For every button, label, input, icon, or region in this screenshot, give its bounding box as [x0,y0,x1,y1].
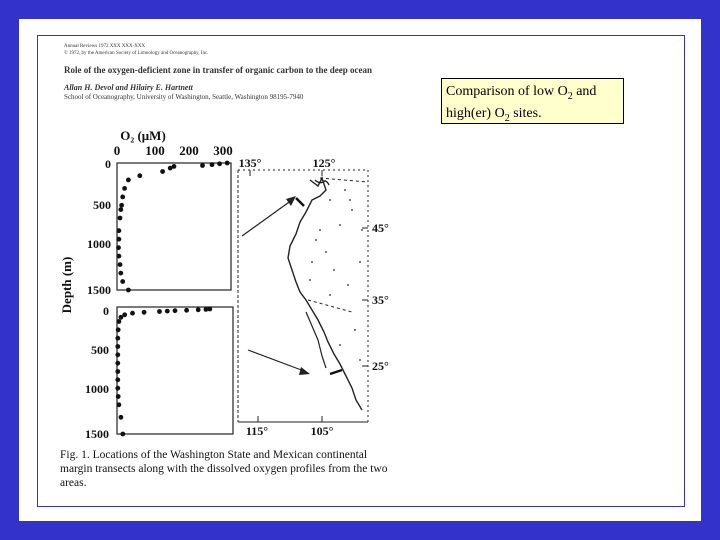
depth-tick-label-lower: 1500 [85,427,109,441]
profile-data-point [119,415,124,420]
profile-data-point [115,386,120,391]
profile-data-point [116,327,121,332]
profile-data-point [196,307,201,312]
profile-data-point [118,216,123,221]
profile-data-point [204,307,209,312]
profile-data-point [116,245,121,250]
longitude-label-115: 115° [245,424,269,438]
depth-tick-label-upper: 0 [105,157,111,171]
callout-line2-b: sites. [509,105,542,121]
profile-data-point [225,161,230,166]
longitude-label-105: 105° [310,424,334,438]
washington-transect [296,198,304,206]
profile-data-point [116,394,121,399]
profile-data-point [200,163,205,168]
profile-data-point [117,228,122,233]
journal-line-1: Annual Reviews 1972 XXX XXX-XXX [64,44,146,49]
profile-data-point [120,432,125,437]
profile-data-point [160,169,165,174]
profile-data-point [168,166,173,171]
profile-data-point [117,254,122,259]
arrowhead-washington [286,196,296,206]
depth-tick-label-lower: 1000 [85,382,109,396]
o2-axis-label: O₂ (μM) [120,128,166,143]
callout-line2-sub: 2 [504,112,510,124]
longitude-label-125: 125° [312,156,336,170]
profile-data-point [130,311,135,316]
profile-data-point [117,319,122,324]
depth-tick-label-upper: 500 [93,198,111,212]
lower-profile-frame [117,307,233,434]
upper-profile-points [116,161,230,293]
profile-data-point [165,309,170,314]
profile-data-point [115,352,120,357]
profile-data-point [115,344,120,349]
callout-line1-a: Comparison of low O [446,84,568,99]
latitude-label-35: 35° [372,293,389,307]
profile-data-point [120,279,125,284]
us-mexico-border [308,300,352,312]
profile-data-point [117,402,122,407]
depth-tick-label-lower: 0 [103,304,109,318]
paper-affiliation: School of Oceanography, University of Washington, Seattle, Washington 98195-7940 [64,93,304,101]
o2-tick-label: 100 [145,143,165,158]
profile-data-point [210,162,215,167]
o2-tick-labels [114,143,233,158]
upper-profile-frame [117,163,231,290]
o2-tick-label: 300 [213,143,233,158]
profile-data-point [126,288,131,293]
profile-data-point [118,271,123,276]
profile-data-point [126,178,131,183]
depth-tick-labels [85,157,111,441]
paper-title: Role of the oxygen-deficient zone in transfer of organic carbon to the deep ocean [64,65,373,75]
baja-peninsula [306,312,326,368]
depth-tick-label-lower: 500 [91,343,109,357]
arrowhead-mexico [299,367,310,375]
figure-caption: Fig. 1. Locations of the Washington State and Mexican continental margin transects along with the dissolved oxygen profiles from the two areas. [60,449,388,489]
lower-profile-points [115,307,212,437]
depth-tick-label-upper: 1500 [87,283,111,297]
paper-authors: Allan H. Devol and Hilairy E. Hartnett [64,83,193,92]
inland-markings [309,189,363,361]
coastline [288,178,362,410]
profile-data-point [118,207,123,212]
journal-line-2: © 1972, by the American Society of Limnology and Oceanography, Inc. [64,51,209,56]
arrow-to-washington [242,200,292,236]
arrow-to-mexico [248,350,304,371]
map [238,170,368,422]
profile-data-point [115,361,120,366]
profile-data-point [115,336,120,341]
profile-data-point [137,173,142,178]
latitude-label-25: 25° [372,359,389,373]
profile-data-point [142,310,147,315]
profile-data-point [157,309,162,314]
puget-sound [315,180,329,185]
profile-data-point [119,203,124,208]
depth-axis-label: Depth (m) [59,256,74,314]
profile-data-point [120,195,125,200]
profile-data-point [115,377,120,382]
mexico-transect [330,370,342,374]
callout-line1-sub: 2 [567,90,573,102]
o2-tick-label: 200 [179,143,199,158]
profile-data-point [118,262,123,267]
callout-line2-a: high(er) O [446,105,505,121]
profile-data-point [117,237,122,242]
profile-data-point [119,315,124,320]
profile-data-point [184,308,189,313]
o2-tick-label: 0 [113,143,121,158]
depth-tick-label-upper: 1000 [87,237,111,251]
callout-line1-b: and [572,84,597,99]
profile-data-point [115,369,120,374]
latitude-label-45: 45° [372,221,389,235]
profile-data-point [173,308,178,313]
profile-data-point [122,186,127,191]
longitude-label-135: 135° [238,156,262,170]
profile-data-point [217,161,222,166]
